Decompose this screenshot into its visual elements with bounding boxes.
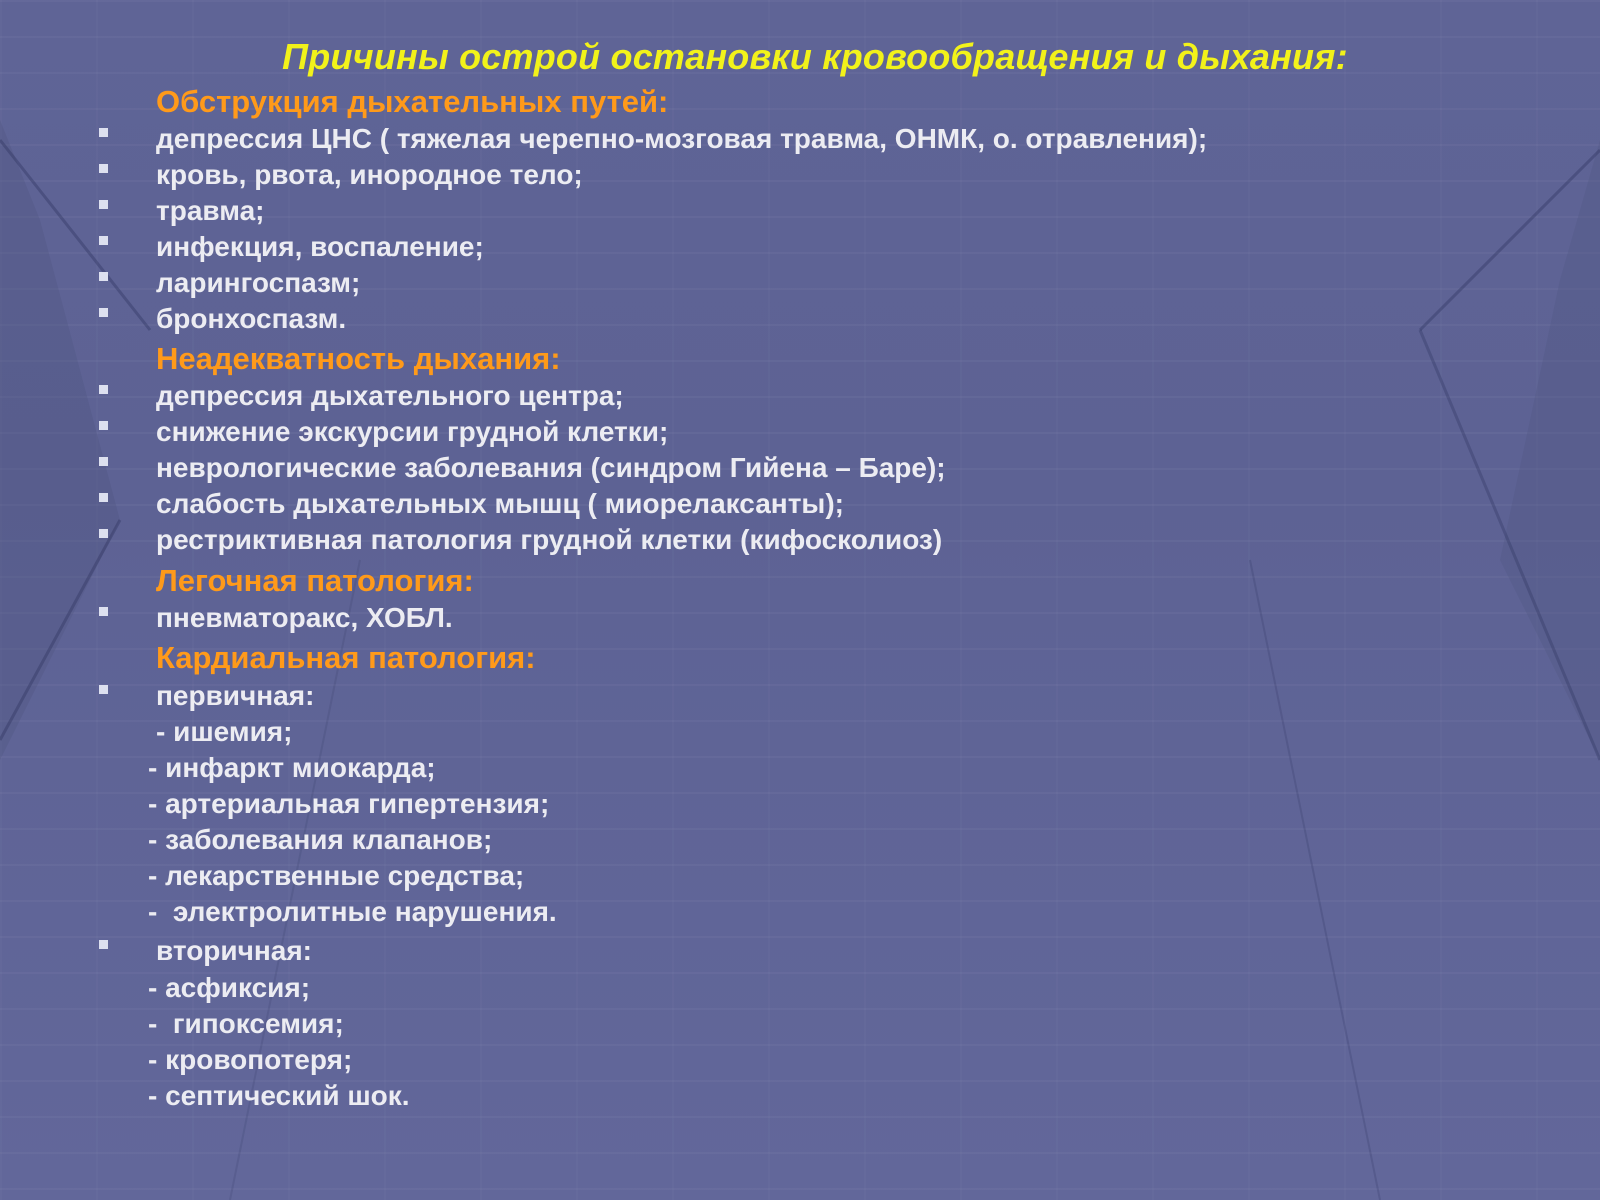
list-item: снижение экскурсии грудной клетки; (156, 416, 669, 447)
bullet-icon (99, 607, 108, 616)
sub-item: - гипоксемия; (148, 1008, 344, 1039)
section-heading-respiration: Неадекватность дыхания: (156, 341, 561, 376)
bullet-icon (99, 128, 108, 137)
list-item-primary: первичная: (156, 680, 315, 711)
list-item-secondary: вторичная: (156, 935, 313, 966)
right-perspective-line-3 (1250, 560, 1380, 1200)
bullet-icon (99, 457, 108, 466)
list-item: ларингоспазм; (156, 267, 361, 298)
section-heading-pulmonary: Легочная патология: (156, 563, 474, 598)
section-heading-cardiac: Кардиальная патология: (156, 640, 536, 675)
bullet-icon (99, 685, 108, 694)
sub-item: - заболевания клапанов; (148, 824, 493, 855)
bullet-icon (99, 529, 108, 538)
bullet-icon (99, 385, 108, 394)
bullet-icon (99, 308, 108, 317)
sub-item: - артериальная гипертензия; (148, 788, 550, 819)
list-item: неврологические заболевания (синдром Гийена – Баре); (156, 452, 946, 483)
bullet-icon (99, 421, 108, 430)
slide-title: Причины острой остановки кровообращения и дыхания: (282, 36, 1348, 77)
bullet-icon (99, 236, 108, 245)
sub-item: - лекарственные средства; (148, 860, 525, 891)
list-item: бронхоспазм. (156, 303, 347, 334)
list-item: рестриктивная патология грудной клетки (кифосколиоз) (156, 524, 943, 555)
bullet-icon (99, 200, 108, 209)
sub-item: - инфаркт миокарда; (148, 752, 436, 783)
sub-item: - электролитные нарушения. (148, 896, 557, 927)
list-item: инфекция, воспаление; (156, 231, 484, 262)
section-heading-obstruction: Обструкция дыхательных путей: (156, 84, 669, 119)
bullet-icon (99, 164, 108, 173)
list-item: кровь, рвота, инородное тело; (156, 159, 583, 190)
list-item: слабость дыхательных мышц ( миорелаксанты); (156, 488, 844, 519)
sub-item: - асфиксия; (148, 972, 311, 1003)
sub-item: - кровопотеря; (148, 1044, 353, 1075)
list-item: травма; (156, 195, 265, 226)
bullet-icon (99, 272, 108, 281)
list-item: депрессия дыхательного центра; (156, 380, 624, 411)
bullet-icon (99, 940, 108, 949)
list-item: пневматоракс, ХОБЛ. (156, 602, 453, 633)
list-item: депрессия ЦНС ( тяжелая черепно-мозговая травма, ОНМК, о. отравления); (156, 123, 1208, 154)
sub-item: - септический шок. (148, 1080, 410, 1111)
bullet-icon (99, 493, 108, 502)
sub-item: - ишемия; (156, 716, 293, 747)
